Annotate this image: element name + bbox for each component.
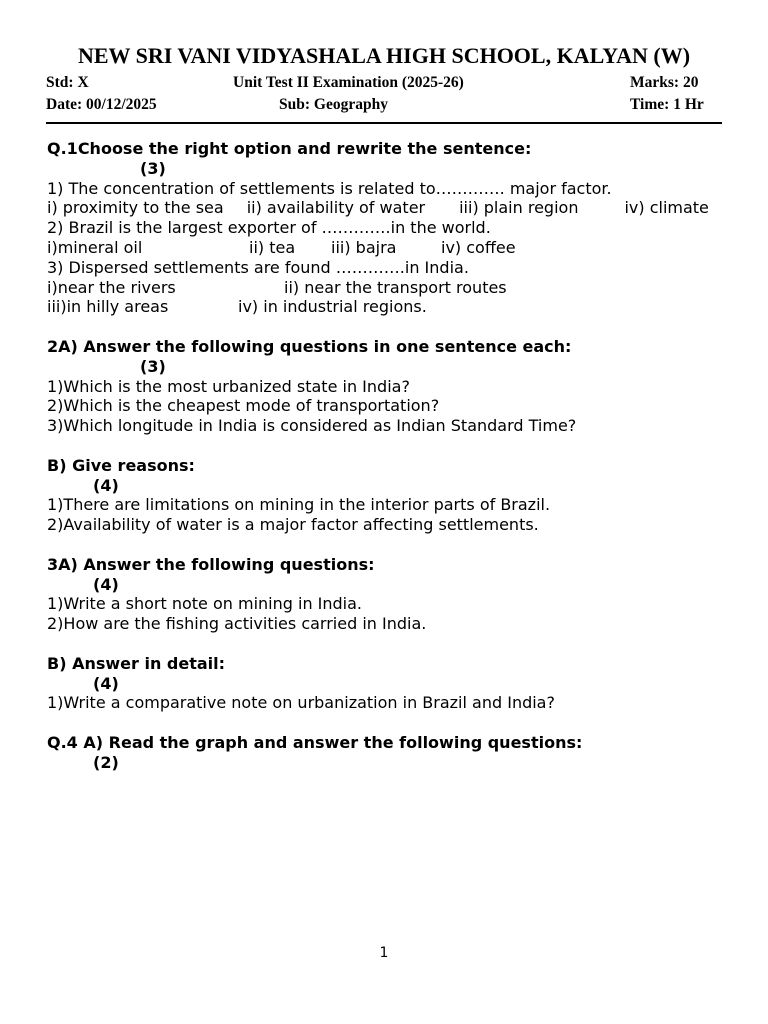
q2a-heading: 2A) Answer the following questions in one sentence each: <box>47 336 572 356</box>
q2b-item-2: 2)Availability of water is a major factor affecting settlements. <box>47 515 539 535</box>
spacer <box>47 535 717 555</box>
q1-3-option-iii: iii)in hilly areas <box>47 297 169 317</box>
q2a-marks: (3) <box>140 356 166 376</box>
q3a-marks: (4) <box>93 574 119 594</box>
q3a-item-2: 2)How are the fishing activities carried in India. <box>47 614 427 634</box>
spacer <box>47 317 717 337</box>
question-content <box>47 139 717 773</box>
q1-2-option-i: i)mineral oil <box>47 237 143 257</box>
q1-question-1: 1) The concentration of settlements is related to…………. major factor. <box>47 178 612 198</box>
q1-question-3: 3) Dispersed settlements are found ………….in India. <box>47 257 469 277</box>
date-label: Date: 00/12/2025 <box>46 96 157 113</box>
standard-label: Std: X <box>46 74 89 91</box>
q1-options-3a <box>47 278 717 298</box>
q4a-heading: Q.4 A) Read the graph and answer the following questions: <box>47 732 583 752</box>
q1-options-3b <box>47 297 717 317</box>
q3a-heading: 3A) Answer the following questions: <box>47 554 375 574</box>
q1-options-2 <box>47 238 717 258</box>
q2b-heading: B) Give reasons: <box>47 455 195 475</box>
q3b-marks: (4) <box>93 673 119 693</box>
spacer <box>47 436 717 456</box>
q1-2-option-ii: ii) tea <box>249 237 296 257</box>
q1-question-2: 2) Brazil is the largest exporter of ………….in the world. <box>47 218 491 238</box>
q1-3-option-ii: ii) near the transport routes <box>284 277 507 297</box>
q1-3-option-iv: iv) in industrial regions. <box>238 297 427 317</box>
q2a-item-1: 1)Which is the most urbanized state in India? <box>47 376 410 396</box>
header-divider <box>46 122 722 124</box>
exam-title: Unit Test II Examination (2025-26) <box>233 74 464 91</box>
q1-2-option-iv: iv) coffee <box>441 237 516 257</box>
q1-1-option-iii: iii) plain region <box>459 198 579 218</box>
q1-1-option-iv: iv) climate <box>624 198 709 218</box>
q1-1-option-i: i) proximity to the sea <box>47 198 224 218</box>
q1-options-1 <box>47 198 717 218</box>
marks-label: Marks: 20 <box>630 74 699 91</box>
q2a-item-3: 3)Which longitude in India is considered as Indian Standard Time? <box>47 416 577 436</box>
q3b-item-1: 1)Write a comparative note on urbanization in Brazil and India? <box>47 693 555 713</box>
q1-heading: Q.1Choose the right option and rewrite the sentence: <box>47 139 532 158</box>
school-name: NEW SRI VANI VIDYASHALA HIGH SCHOOL, KALYAN (W) <box>77 43 691 68</box>
q2b-marks: (4) <box>93 475 119 495</box>
q3a-item-1: 1)Write a short note on mining in India. <box>47 594 363 614</box>
q2b-item-1: 1)There are limitations on mining in the interior parts of Brazil. <box>47 495 551 515</box>
q3b-heading: B) Answer in detail: <box>47 653 226 673</box>
q1-3-option-i: i)near the rivers <box>47 277 176 297</box>
q1-marks: (3) <box>140 158 166 178</box>
time-label: Time: 1 Hr <box>630 96 704 113</box>
spacer <box>47 634 717 654</box>
q2a-item-2: 2)Which is the cheapest mode of transportation? <box>47 396 440 416</box>
subject-label: Sub: Geography <box>279 96 388 113</box>
spacer <box>47 713 717 733</box>
q4a-marks: (2) <box>93 752 119 772</box>
q1-2-option-iii: iii) bajra <box>331 237 397 257</box>
page-number: 1 <box>379 945 389 961</box>
q1-1-option-ii: ii) availability of water <box>246 198 426 218</box>
